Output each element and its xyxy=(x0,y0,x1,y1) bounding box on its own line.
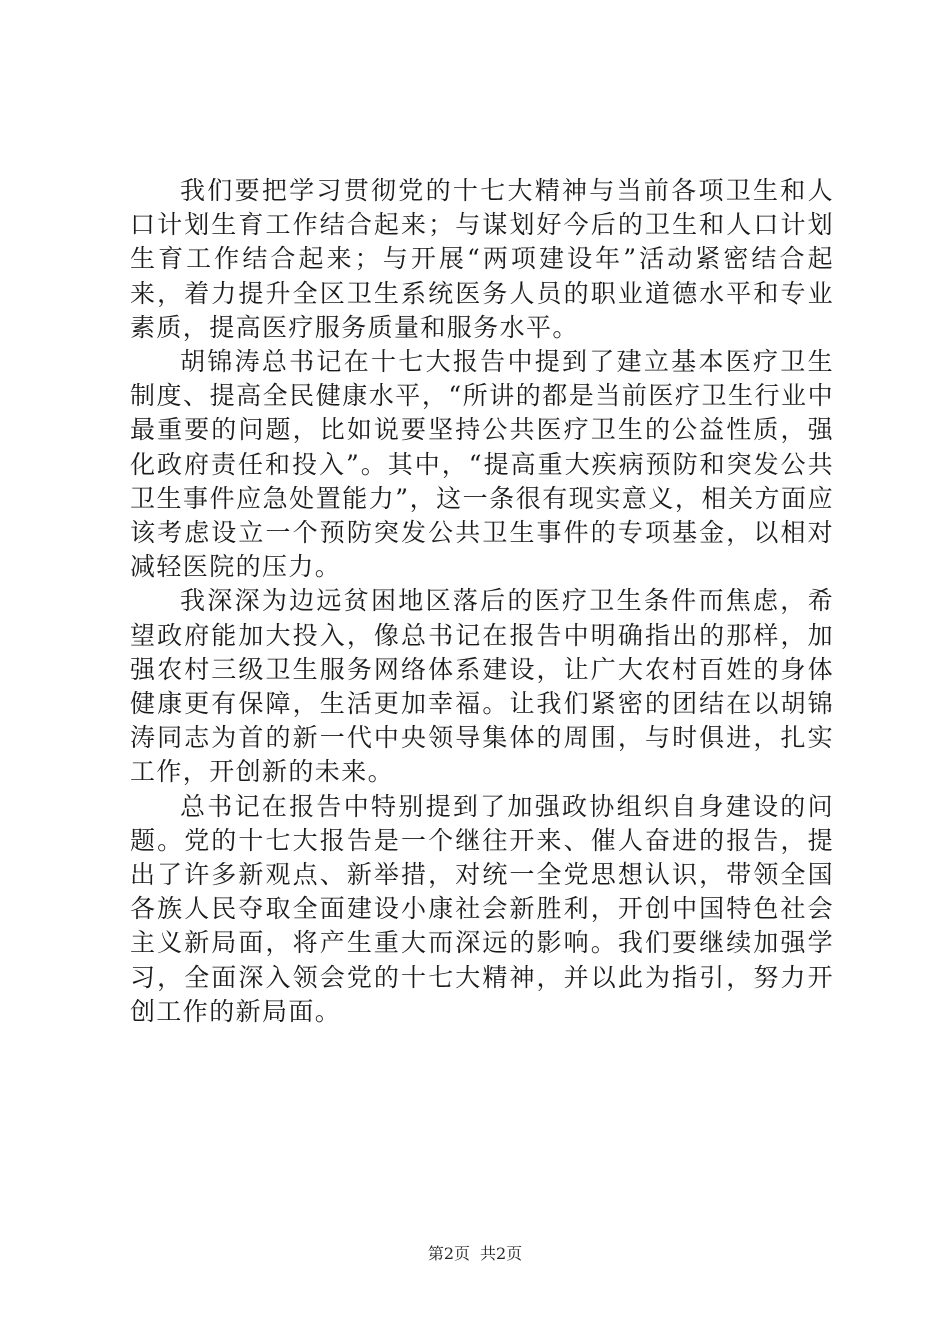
paragraph-3: 我深深为边远贫困地区落后的医疗卫生条件而焦虑，希望政府能加大投入，像总书记在报告中明确指出的那样，加强农村三级卫生服务网络体系建设，让广大农村百姓的身体健康更有保障，生活更加幸福。让我们紧密的团结在以胡锦涛同志为首的新一代中央领导集体的周围，与时俱进，扎实工作，开创新的未来。 xyxy=(130,586,834,787)
paragraph-1: 我们要把学习贯彻党的十七大精神与当前各项卫生和人口计划生育工作结合起来；与谋划好今后的卫生和人口计划生育工作结合起来；与开展“两项建设年”活动紧密结合起来，着力提升全区卫生系统医务人员的职业道德水平和专业素质，提高医疗服务质量和服务水平。 xyxy=(130,176,834,342)
paragraph-4: 总书记在报告中特别提到了加强政协组织自身建设的问题。党的十七大报告是一个继往开来、催人奋进的报告，提出了许多新观点、新举措，对统一全党思想认识，带领全国各族人民夺取全面建设小康社会新胜利，开创中国特色社会主义新局面，将产生重大而深远的影响。我们要继续加强学习，全面深入领会党的十七大精神，并以此为指引，努力开创工作的新局面。 xyxy=(130,791,834,1026)
page-number: 第2页 xyxy=(427,1244,470,1263)
page-footer xyxy=(0,1244,950,1264)
page-total: 共2页 xyxy=(480,1244,523,1263)
document-body xyxy=(130,174,834,1029)
paragraph-2: 胡锦涛总书记在十七大报告中提到了建立基本医疗卫生制度、提高全民健康水平，“所讲的都是当前医疗卫生行业中最重要的问题，比如说要坚持公共医疗卫生的公益性质，强化政府责任和投入”。其中，“提高重大疾病预防和突发公共卫生事件应急处置能力”，这一条很有现实意义，相关方面应该考虑设立一个预防突发公共卫生事件的专项基金，以相对减轻医院的压力。 xyxy=(130,347,834,582)
